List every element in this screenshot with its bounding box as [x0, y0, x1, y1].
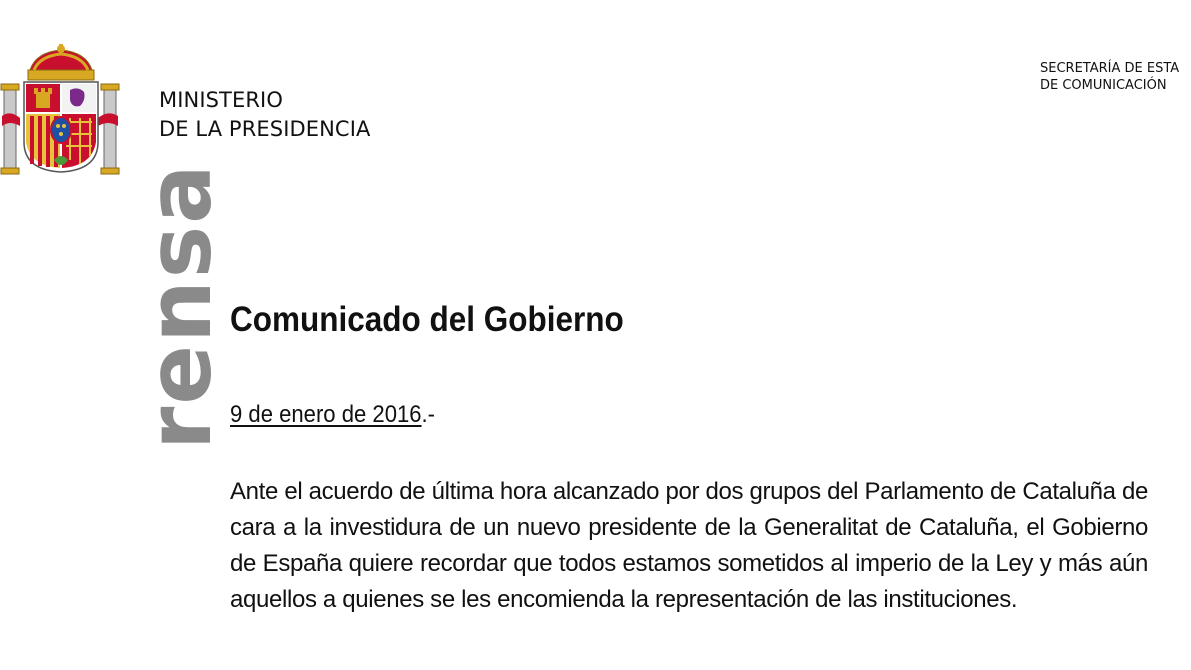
coat-of-arms-icon [0, 44, 124, 176]
ministry-line-1: MINISTERIO [159, 88, 283, 112]
ministry-line-2: DE LA PRESIDENCIA [159, 117, 371, 141]
secretaria-line-2: DE COMUNICACIÓN [1040, 78, 1167, 93]
ministry-name [159, 86, 370, 144]
date-suffix: .- [421, 401, 436, 428]
body-paragraph: Ante el acuerdo de última hora alcanzado por dos grupos del Parlamento de Cataluña de cara a la investidura de un nuevo presidente de la Generalitat de Cataluña, el Gobierno de España quiere recordar que todos estamos sometidos al imperio de la Ley y más aún aquellos a quienes se les encomienda la representación de las instituciones. [230, 478, 1148, 613]
secretaria-line-1: SECRETARÍA DE ESTA [1040, 61, 1180, 76]
side-label-text: rensa [128, 162, 231, 450]
document-title: Comunicado del Gobierno [230, 300, 624, 339]
document-date: 9 de enero de 2016 [230, 401, 422, 428]
side-label [30, 162, 231, 670]
dateline [230, 399, 435, 431]
secretaria-name [1040, 60, 1179, 94]
